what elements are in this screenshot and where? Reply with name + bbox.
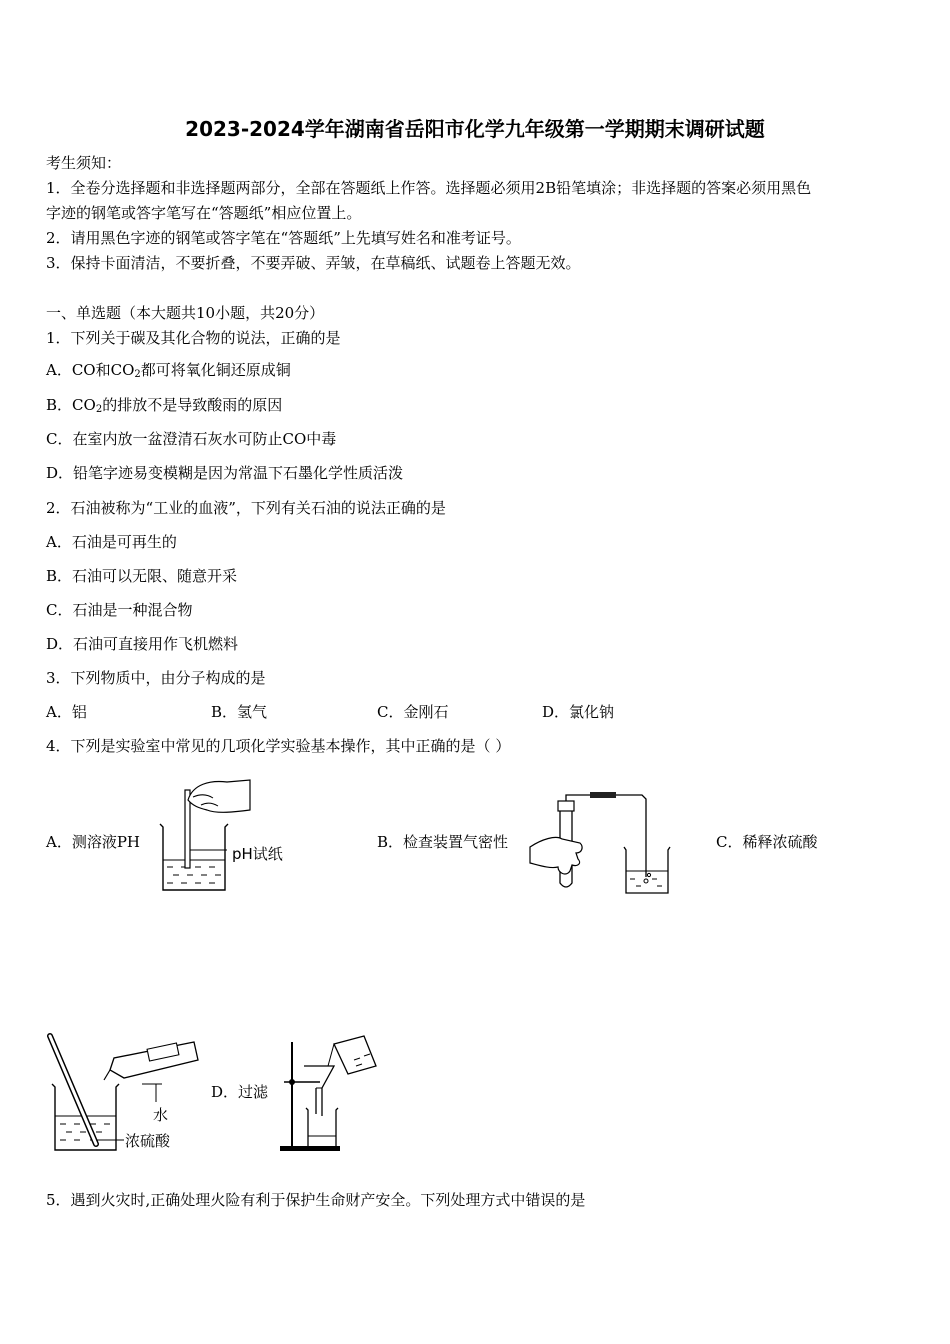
ph-test-figure: [155, 772, 295, 897]
q4-option-a: A．测溶液PH: [46, 833, 141, 851]
q4-stem: 4．下列是实验室中常见的几项化学实验基本操作，其中正确的是（ ）: [46, 737, 511, 755]
q2-option-b: B．石油可以无限、随意开采: [46, 567, 238, 585]
q1-option-c: C．在室内放一盆澄清石灰水可防止CO中毒: [46, 430, 337, 448]
q4-option-d: D．过滤: [211, 1083, 269, 1101]
notice-line-3: 3．保持卡面清洁，不要折叠，不要弄破、弄皱，在草稿纸、试题卷上答题无效。: [46, 254, 581, 272]
q5-stem: 5．遇到火灾时,正确处理火险有利于保护生命财产安全。下列处理方式中错误的是: [46, 1191, 586, 1209]
page-title: 2023-2024学年湖南省岳阳市化学九年级第一学期期末调研试题: [185, 117, 765, 141]
airtightness-figure: [522, 787, 682, 897]
q3-option-d: D．氯化钠: [542, 703, 615, 721]
notice-heading: 考生须知：: [46, 154, 122, 172]
q1-option-d: D．铅笔字迹易变模糊是因为常温下石墨化学性质活泼: [46, 464, 404, 482]
q3-option-b: B．氢气: [211, 703, 268, 721]
q3-option-a: A．铝: [46, 703, 87, 721]
q1-stem: 1．下列关于碳及其化合物的说法，正确的是: [46, 329, 341, 347]
q2-stem: 2．石油被称为“工业的血液”，下列有关石油的说法正确的是: [46, 499, 446, 517]
q2-option-a: A．石油是可再生的: [46, 533, 177, 551]
q4-option-b: B．检查装置气密性: [377, 833, 509, 851]
q3-option-c: C．金刚石: [377, 703, 449, 721]
q4-option-c: C．稀释浓硫酸: [716, 833, 818, 851]
q3-stem: 3．下列物质中，由分子构成的是: [46, 669, 266, 687]
q2-option-d: D．石油可直接用作飞机燃料: [46, 635, 239, 653]
water-label: 水: [153, 1106, 169, 1124]
q1-option-b: B．$CO_2$的排放不是导致酸雨的原因: [46, 396, 283, 415]
section-heading: 一、单选题（本大题共10小题，共20分）: [46, 304, 325, 322]
q2-option-c: C．石油是一种混合物: [46, 601, 193, 619]
notice-line-1a: 1．全卷分选择题和非选择题两部分，全部在答题纸上作答。选择题必须用2B铅笔填涂；非选择题的答案必须用黑色: [46, 179, 812, 197]
acid-label: 浓硫酸: [125, 1132, 171, 1150]
ph-paper-label: pH试纸: [232, 845, 283, 863]
notice-line-1b: 字迹的钢笔或答字笔写在“答题纸”相应位置上。: [46, 204, 362, 222]
filtration-figure: [278, 1030, 388, 1155]
notice-line-2: 2．请用黑色字迹的钢笔或答字笔在“答题纸”上先填写姓名和准考证号。: [46, 229, 521, 247]
dilute-acid-figure: [44, 1032, 204, 1157]
q1-option-a: A．CO和$CO_2$都可将氧化铜还原成铜: [46, 361, 291, 380]
